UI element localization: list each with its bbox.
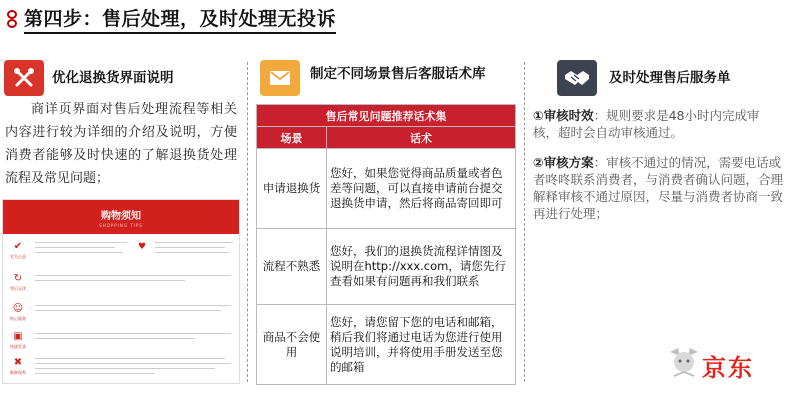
column-header-scene: 场景 xyxy=(257,127,327,149)
col1-title: 优化退换货界面说明 xyxy=(52,70,174,86)
shield-icon: ✔ 官方正品 xyxy=(10,241,26,259)
joy-dog-icon xyxy=(666,346,702,384)
col3-title: 及时处理售后服务单 xyxy=(609,70,731,86)
rule-item xyxy=(533,107,783,141)
handshake-icon xyxy=(557,60,597,96)
rule-item xyxy=(533,154,783,222)
tips-row xyxy=(7,270,235,298)
tips-row xyxy=(7,238,235,266)
rule-label: ②审核方案 xyxy=(533,155,594,170)
step-eight-icon xyxy=(4,9,20,31)
table-caption: 售后常见问题推荐话术集 xyxy=(257,105,516,127)
rule-text: ：规则要求是48小时内完成审核，超时会自动审核通过。 xyxy=(533,108,760,140)
scene-cell: 申请退换货 xyxy=(257,149,327,229)
table-row xyxy=(257,229,516,305)
table-row xyxy=(257,149,516,229)
scene-cell: 流程不熟悉 xyxy=(257,229,327,305)
tips-row xyxy=(7,328,235,356)
column-header-script: 话术 xyxy=(327,127,516,149)
service-icon: ☺ 贴心服务 xyxy=(10,303,26,321)
col1-description: 商详页界面对售后处理流程等相关内容进行较为详细的介绍及说明，方便消费者能够及时快速的了解退换货处理流程及常见问题； xyxy=(5,102,237,186)
faq-script-table xyxy=(256,104,516,385)
page-header xyxy=(4,6,336,34)
jd-logo-text: 京东 xyxy=(702,354,754,382)
column-divider-2 xyxy=(524,62,525,382)
rule-text: ：审核不通过的情况，需要电话或者咚咚联系消费者，与消费者确认问题，合理解释审核不通过原因，尽量与消费者协商一致再进行处理； xyxy=(533,155,784,221)
shopping-tips-banner xyxy=(3,200,239,234)
tips-row xyxy=(7,300,235,328)
refresh-icon: ↻ 售后无忧 xyxy=(10,273,26,291)
mail-icon xyxy=(260,60,300,96)
tips-row xyxy=(7,354,235,382)
script-cell: 您好，我们的退换货流程详情图及说明在http://xxx.com，请您先行查看如果有问题再和我们联系 xyxy=(327,229,516,305)
wrench-icon: ✖ 维修保养 xyxy=(10,357,26,375)
table-row xyxy=(257,305,516,385)
page-title: 第四步：售后处理，及时处理无投诉 xyxy=(24,7,336,34)
shopping-tips-image xyxy=(2,199,240,384)
table-header-row xyxy=(257,127,516,149)
rule-label: ①审核时效 xyxy=(533,108,594,123)
heart-icon: ♥ xyxy=(137,242,147,252)
shopping-tips-subtitle: SHOPPING TIPS xyxy=(99,222,143,228)
jd-logo xyxy=(666,346,778,386)
script-cell: 您好，请您留下您的电话和邮箱，稍后我们将通过电话为您进行使用说明培训，并将使用手册发送至您的邮箱 xyxy=(327,305,516,385)
box-icon: ▣ 快速发货 xyxy=(10,331,26,349)
tools-icon xyxy=(4,60,44,96)
col2-title: 制定不同场景售后客服话术库 xyxy=(310,66,486,82)
shopping-tips-title: 购物须知 xyxy=(101,210,141,222)
table-caption-row xyxy=(257,105,516,127)
scene-cell: 商品不会使用 xyxy=(257,305,327,385)
script-cell: 您好，如果您觉得商品质量或者色差等问题，可以直接申请前台提交退换货申请，然后将商品寄回即可 xyxy=(327,149,516,229)
column-divider-1 xyxy=(247,62,248,382)
